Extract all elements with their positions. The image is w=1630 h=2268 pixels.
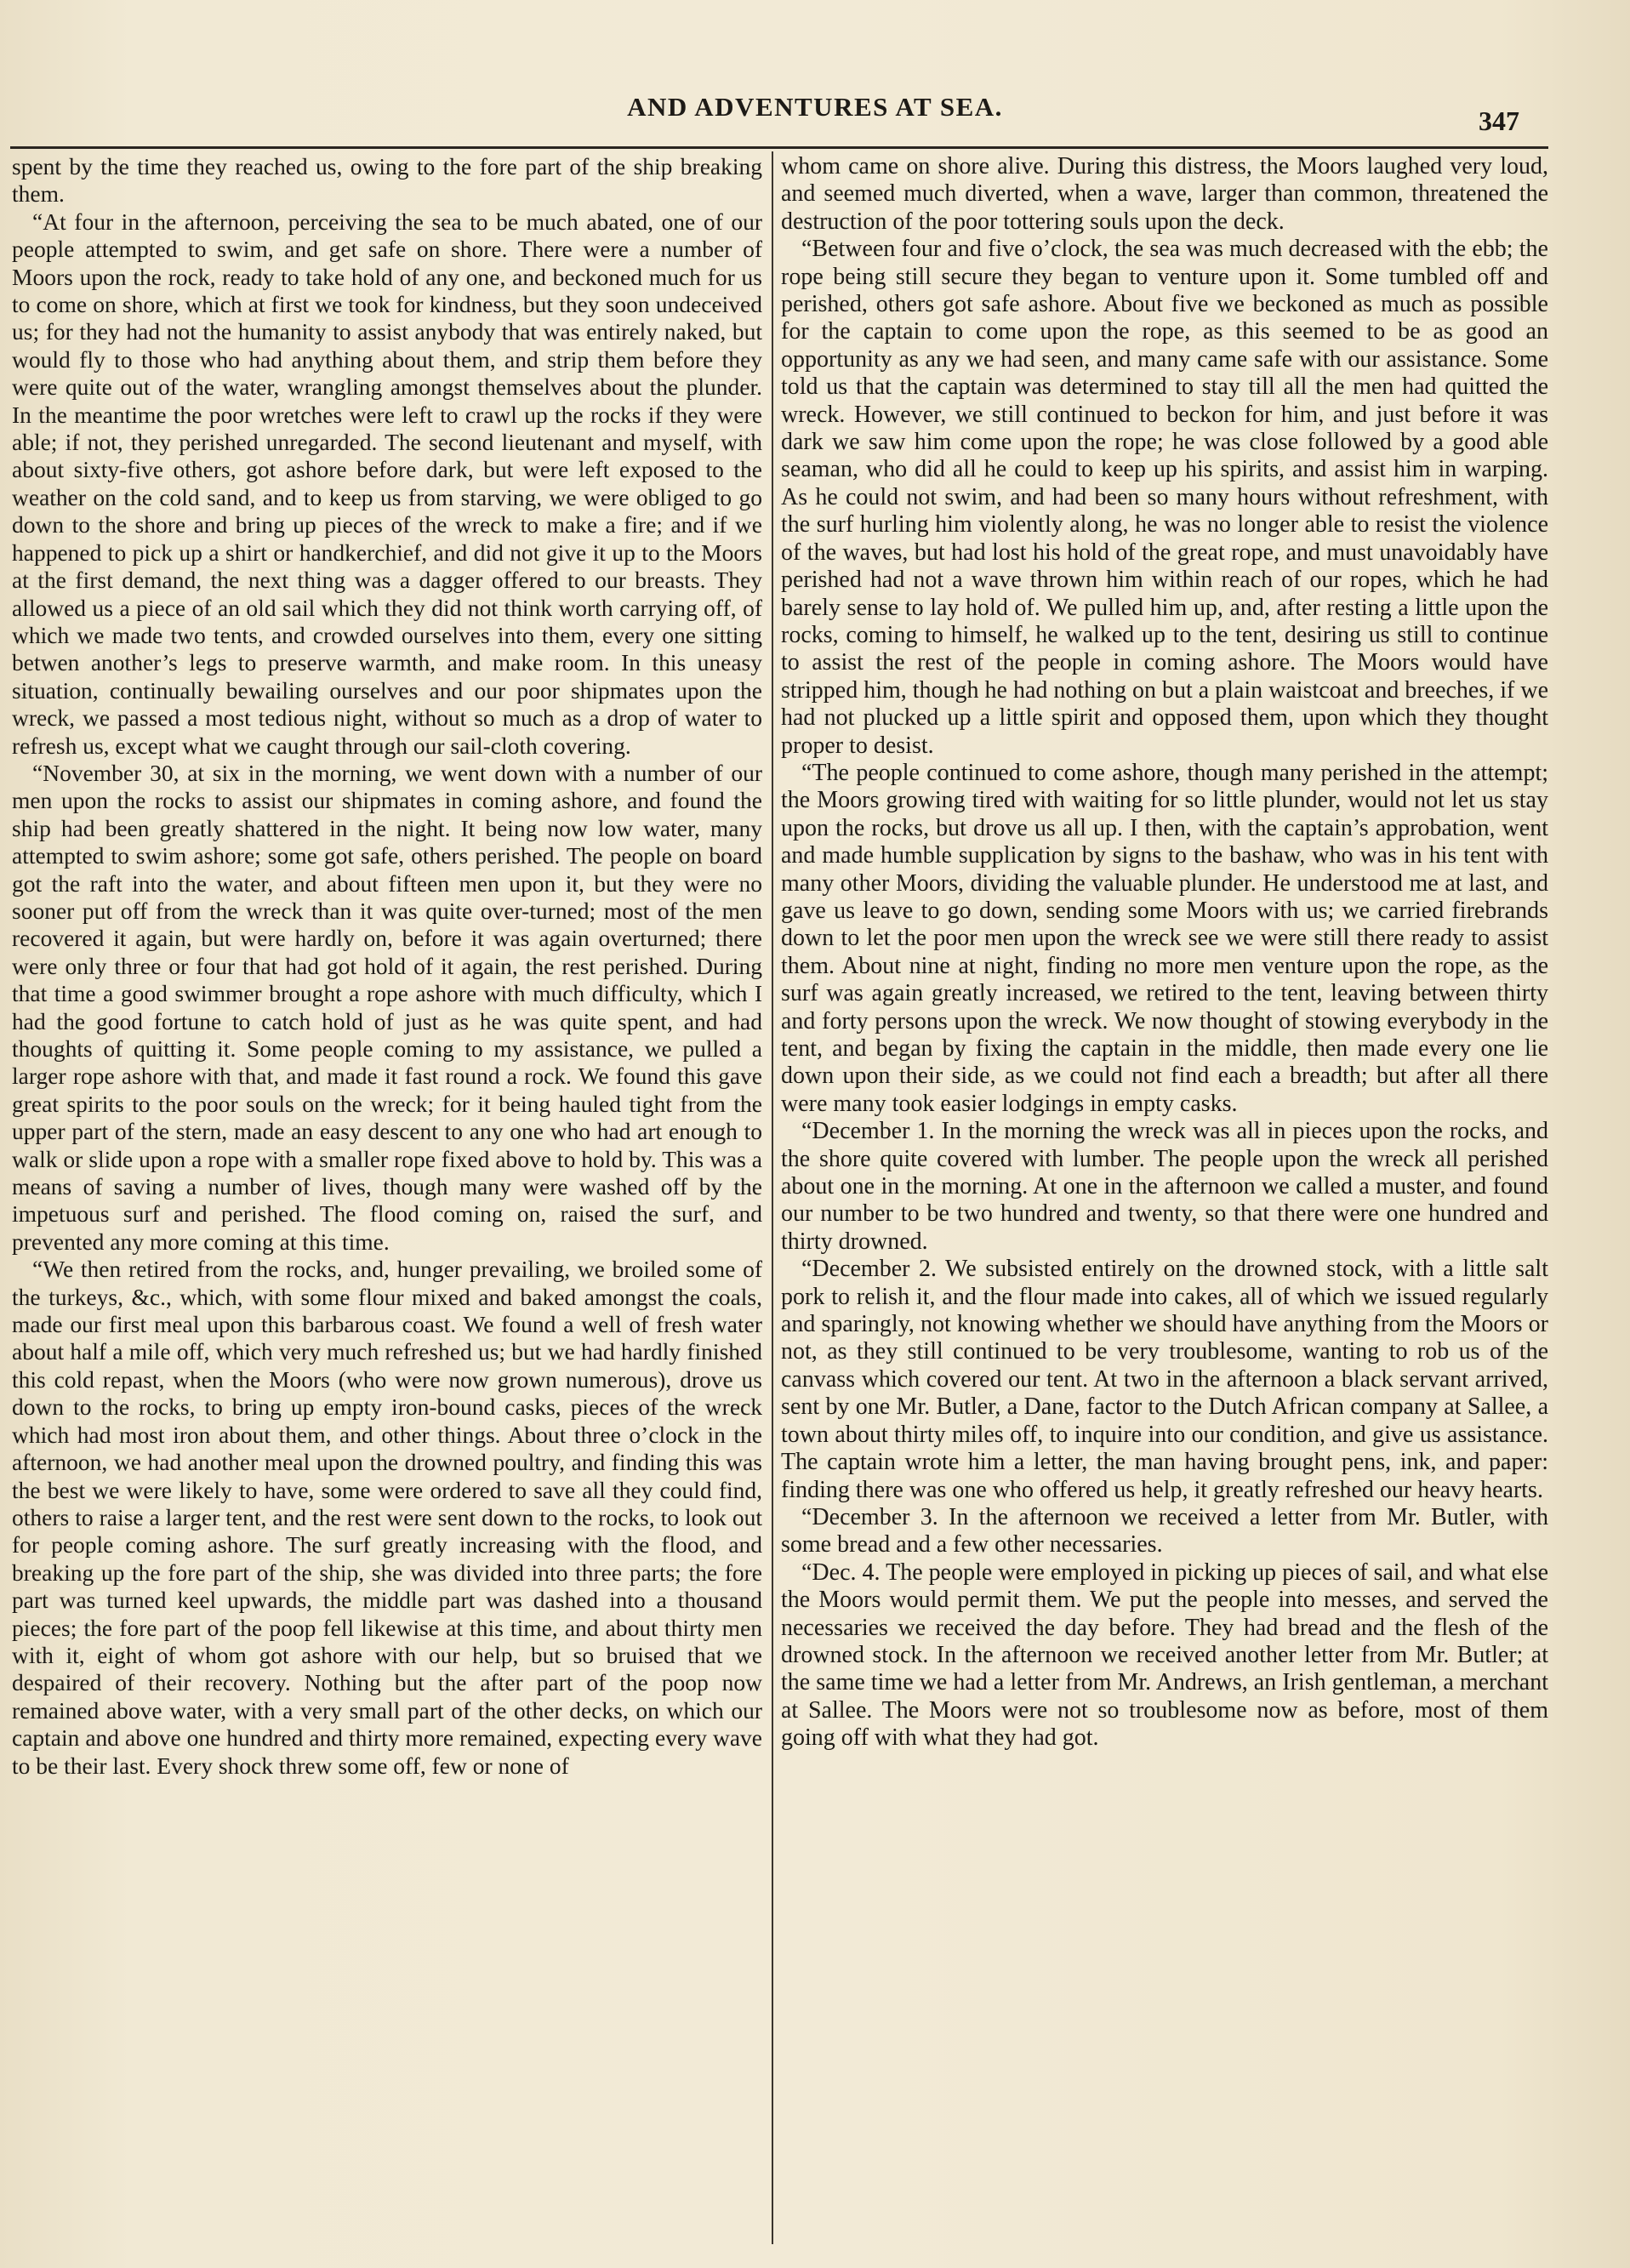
paragraph: “Dec. 4. The people were employed in picking up pieces of sail, and what else the Moors would permit them. We put the people into messes, and served the necessaries we received the day before. They had bread and the flesh of the drowned stock. In the afternoon we received another letter from Mr. Butler; at the same time we had a letter from Mr. Andrews, an Irish gentleman, a merchant at Sallee. The Moors were not so troublesome now as before, most of them going off with what they had got. bbox=[781, 1559, 1548, 1752]
paragraph: “December 1. In the morning the wreck was all in pieces upon the rocks, and the shore quite covered with lumber. The people upon the wreck all perished about one in the morning. At one in the afternoon we called a muster, and found our number to be two hundred and twenty, so that there were one hundred and thirty drowned. bbox=[781, 1118, 1548, 1255]
paragraph: spent by the time they reached us, owing to the fore part of the ship breaking them. bbox=[12, 153, 762, 208]
left-column bbox=[12, 153, 762, 1780]
paragraph: “Between four and five o’clock, the sea was much decreased with the ebb; the rope being still secure they began to venture upon it. Some tumbled off and perished, others got safe ashore. About five we beckoned as much as possible for the captain to come upon the rope, as this seemed to be as good an opportunity as any we had seen, and many came safe with our assistance. Some told us that the captain was determined to stay till all the men had quitted the wreck. However, we still continued to beckon for him, and just before it was dark we saw him come upon the rope; he was close followed by a good able seaman, who did all he could to keep up his spirits, and assist him in warping. As he could not swim, and had been so many hours without refreshment, with the surf hurling him violently along, he was no longer able to resist the violence of the waves, but had lost his hold of the great rope, and must unavoidably have perished had not a wave thrown him within reach of our ropes, which he had barely sense to lay hold of. We pulled him up, and, after resting a little upon the rocks, coming to himself, he walked up to the tent, desiring us still to continue to assist the rest of the people in coming ashore. The Moors would have stripped him, though he had nothing on but a plain waistcoat and breeches, if we had not plucked up a little spirit and opposed them, upon which they thought proper to desist. bbox=[781, 236, 1549, 759]
running-title: AND ADVENTURES AT SEA. bbox=[627, 92, 1003, 122]
paragraph: “The people continued to come ashore, though many perished in the attempt; the Moors growing tired with waiting for so little plunder, would not let us stay upon the rocks, but drove us all up. I then, with the captain’s approbation, went and made humble supplication by signs to the bashaw, who was in his tent with many other Moors, dividing the valuable plunder. He understood me at last, and gave us leave to go down, sending some Moors with us; we carried firebrands down to let the poor men upon the wreck see we were still there ready to assist them. About nine at night, finding no more men venture upon the rope, as the surf was again greatly increased, we retired to the tent, leaving between thirty and forty persons upon the wreck. We now thought of stowing everybody in the tent, and began by fixing the captain in the middle, then made every one lie down upon their side, as we could not find each a breadth; but after all there were many took easier lodgings in empty casks. bbox=[781, 759, 1548, 1117]
header-rule bbox=[10, 146, 1548, 149]
page-number: 347 bbox=[1479, 105, 1519, 136]
paragraph: “December 2. We subsisted entirely on the drowned stock, with a little salt pork to relish it, and the flour made into cakes, all of which we issued regularly and sparingly, not knowing whether we should have anything from the Moors or not, as they still continued to be very troublesome, wanting to rob us of the canvass which covered our tent. At two in the afternoon a black servant arrived, sent by one Mr. Butler, a Dane, factor to the Dutch African company at Sallee, a town about thirty miles off, to inquire into our condition, and give us assistance. The captain wrote him a letter, the man having brought pens, ink, and paper: finding there was one who offered us help, it greatly refreshed our heavy hearts. bbox=[781, 1256, 1548, 1503]
right-column bbox=[781, 153, 1548, 1752]
column-divider bbox=[772, 151, 773, 2244]
paragraph: whom came on shore alive. During this distress, the Moors laughed very loud, and seemed much diverted, when a wave, larger than common, threatened the destruction of the poor tottering souls upon the deck. bbox=[781, 153, 1548, 235]
paragraph: “At four in the afternoon, perceiving the sea to be much abated, one of our people attempted to swim, and get safe on shore. There were a number of Moors upon the rock, ready to take hold of any one, and beckoned much for us to come on shore, which at first we took for kindness, but they soon undeceived us; for they had not the humanity to assist anybody that was entirely naked, but would fly to those who had anything about them, and strip them before they were quite out of the water, wrangling amongst themselves about the plunder. In the meantime the poor wretches were left to crawl up the rocks if they were able; if not, they perished unregarded. The second lieutenant and myself, with about sixty-five others, got ashore before dark, but were left exposed to the weather on the cold sand, and to keep us from starving, we were obliged to go down to the shore and bring up pieces of the wreck to make a fire; and if we happened to pick up a shirt or handkerchief, and did not give it up to the Moors at the first demand, the next thing was a dagger offered to our breasts. They allowed us a piece of an old sail which they did not think worth carrying off, of which we made two tents, and crowded ourselves into them, every one sitting betwen another’s legs to preserve warmth, and make room. In this uneasy situation, continually bewailing ourselves and our poor shipmates upon the wreck, we passed a most tedious night, without so much as a drop of water to refresh us, except what we caught through our sail-cloth covering. bbox=[12, 208, 762, 759]
paragraph: “December 3. In the afternoon we received a letter from Mr. Butler, with some bread and a few other necessaries. bbox=[781, 1503, 1548, 1559]
paragraph: “November 30, at six in the morning, we went down with a number of our men upon the rocks to assist our shipmates in coming ashore, and found the ship had been greatly shattered in the night. It being now low water, many attempted to swim ashore; some got safe, others perished. The people on board got the raft into the water, and about fifteen men upon it, but they were no sooner put off from the wreck than it was quite over-turned; most of the men recovered it again, but were hardly on, before it was again overturned; there were only three or four that had got hold of it again, the rest perished. During that time a good swimmer brought a rope ashore with much difficulty, which I had the good fortune to catch hold of just as he was quite spent, and had thoughts of quitting it. Some people coming to my assistance, we pulled a larger rope ashore with that, and made it fast round a rock. We found this gave great spirits to the poor souls on the wreck; for it being hauled tight from the upper part of the stern, made an easy descent to any one who had art enough to walk or slide upon a rope with a smaller rope fixed above to hold by. This was a means of saving a number of lives, though many were washed off by the impetuous surf and perished. The flood coming on, raised the surf, and prevented any more coming at this time. bbox=[12, 759, 762, 1255]
paragraph: “We then retired from the rocks, and, hunger prevailing, we broiled some of the turkeys, &c., which, with some flour mixed and baked amongst the coals, made our first meal upon this barbarous coast. We found a well of fresh water about half a mile off, which very much refreshed us; but we had hardly finished this cold repast, when the Moors (who were now grown numerous), drove us down to the rocks, to bring up empty iron-bound casks, pieces of the wreck which had most iron about them, and other things. About three o’clock in the afternoon, we had another meal upon the drowned poultry, and finding this was the best we were likely to have, some were ordered to save all they could find, others to raise a larger tent, and the rest were sent down to the rocks, to look out for people coming ashore. The surf greatly increasing with the flood, and breaking up the fore part of the ship, she was divided into three parts; the fore part was turned keel upwards, the middle part was dashed into a thousand pieces; the fore part of the poop fell likewise at this time, and about thirty men with it, eight of whom got ashore with our help, but so bruised that we despaired of their recovery. Nothing but the after part of the poop now remained above water, with a very small part of the other decks, on which our captain and above one hundred and thirty more remained, expecting every wave to be their last. Every shock threw some off, few or none of bbox=[12, 1256, 762, 1779]
